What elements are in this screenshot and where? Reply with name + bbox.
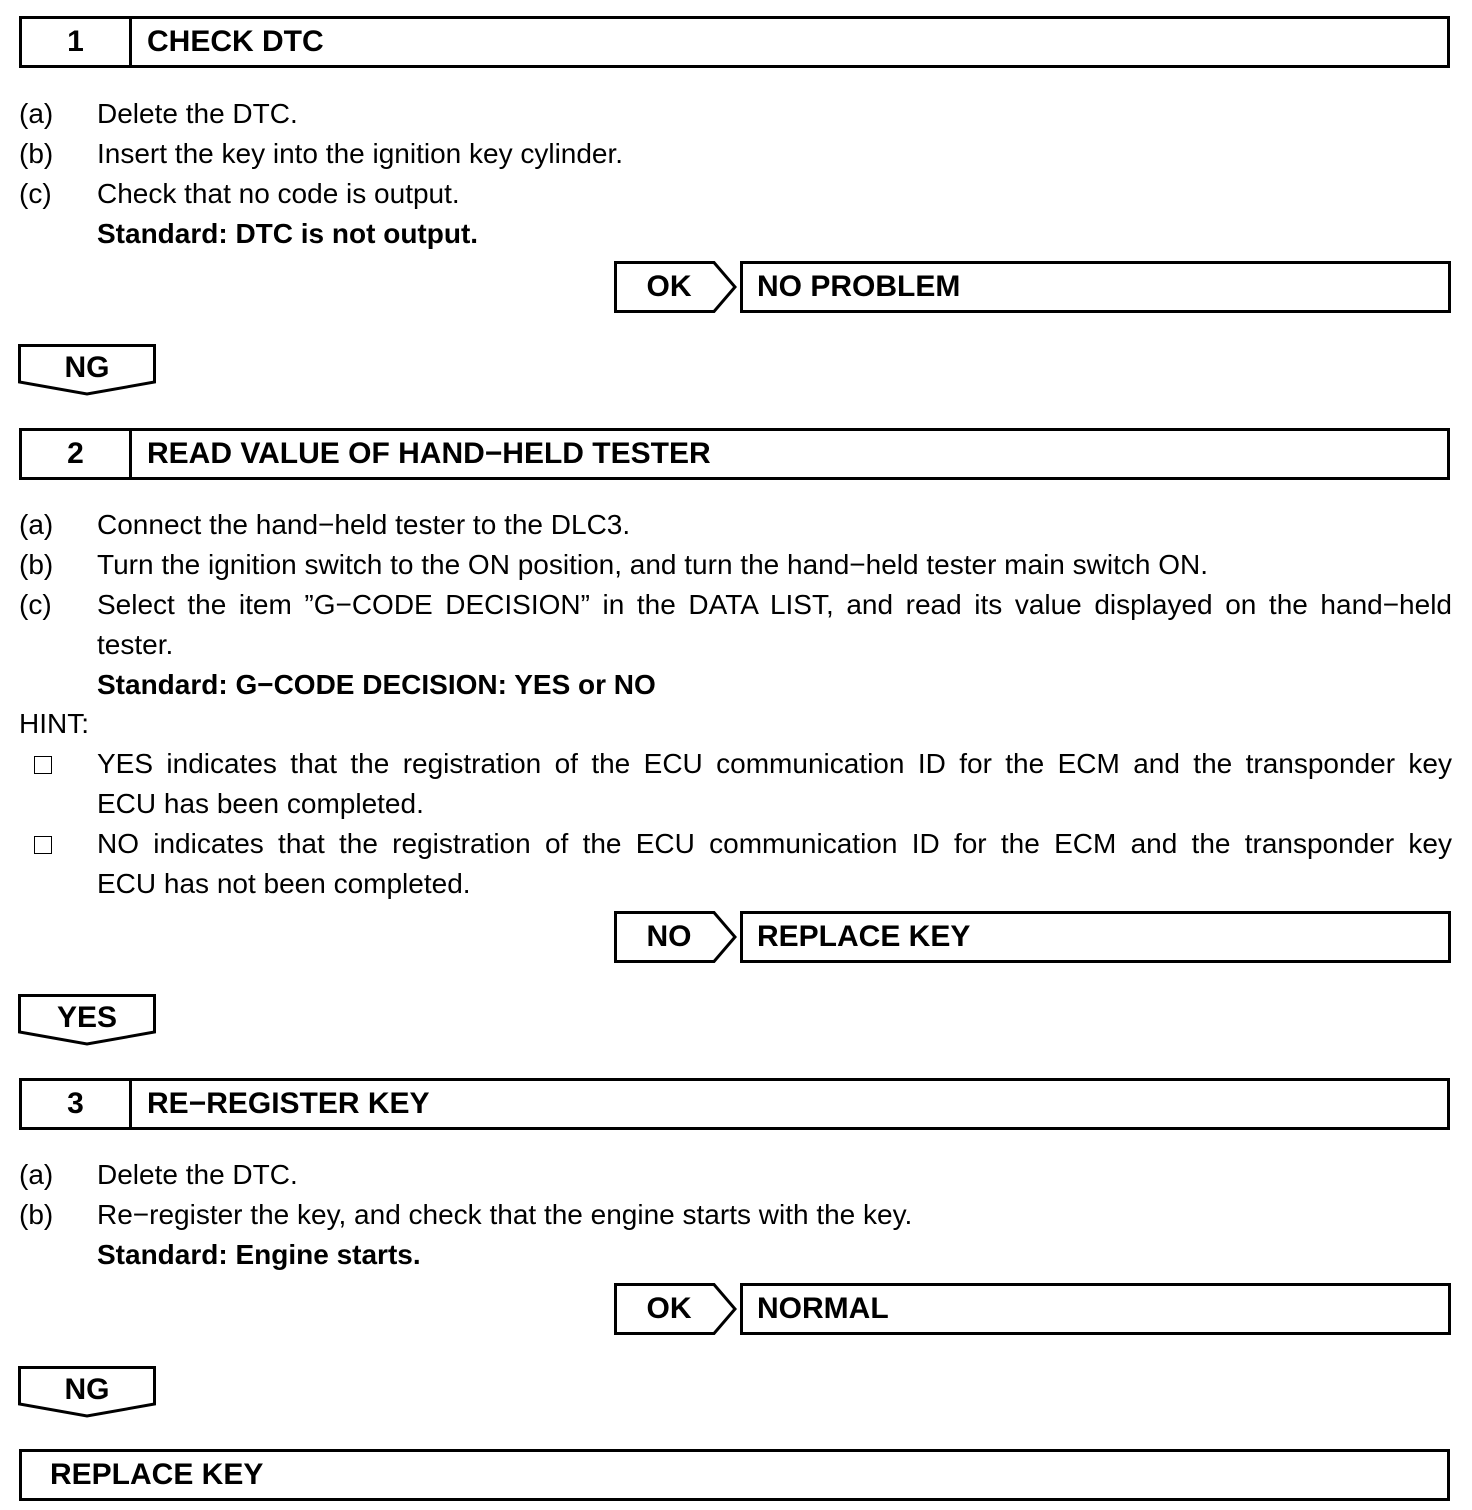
step-3-ng-tag — [18, 1366, 156, 1418]
step-2-item-b-text: Turn the ignition switch to the ON position, and turn the hand−held tester main switch ON. — [97, 549, 1208, 580]
step-2-standard: Standard: G−CODE DECISION: YES or NO — [97, 669, 656, 700]
step-2-item-c-label: (c) — [19, 589, 52, 620]
step-2-item-c-text: Select the item ”G−CODE DECISION” in the DATA LIST, and read its value displayed on the hand−held — [97, 589, 1452, 620]
step-1-header — [19, 16, 1450, 68]
step-2-no-label: NO — [646, 920, 692, 953]
hint-yes-line-2: ECU has been completed. — [97, 788, 424, 819]
step-3-title: RE−REGISTER KEY — [147, 1087, 430, 1120]
step-1-item-c-label: (c) — [19, 178, 52, 209]
step-2-item-c-text-cont: tester. — [97, 629, 174, 660]
step-1-result-box: NO PROBLEM — [740, 261, 1451, 313]
step-2-no-arrow — [614, 911, 738, 963]
step-2-item-b-label: (b) — [19, 549, 54, 580]
step-3-ok-arrow — [614, 1283, 738, 1335]
step-1-ok-arrow — [614, 261, 738, 313]
step-1-number: 1 — [22, 19, 132, 65]
step-3-item-a-label: (a) — [19, 1159, 54, 1190]
step-3-item-b-text: Re−register the key, and check that the engine starts with the key. — [97, 1199, 913, 1230]
step-3-header — [19, 1078, 1450, 1130]
step-1-item-c-text: Check that no code is output. — [97, 178, 460, 209]
final-result-box: REPLACE KEY — [19, 1449, 1450, 1501]
step-1-title: CHECK DTC — [147, 25, 324, 58]
step-3-item-b-label: (b) — [19, 1199, 54, 1230]
hint-label: HINT: — [19, 708, 89, 739]
step-2-number: 2 — [22, 431, 132, 477]
step-2-item-a-text: Connect the hand−held tester to the DLC3. — [97, 509, 631, 540]
step-2-title: READ VALUE OF HAND−HELD TESTER — [147, 437, 711, 470]
step-2-header — [19, 428, 1450, 480]
step-1-item-a-label: (a) — [19, 98, 54, 129]
step-1-ok-label: OK — [646, 270, 692, 303]
step-2-yes-tag — [18, 994, 156, 1046]
step-1-item-b-text: Insert the key into the ignition key cylinder. — [97, 138, 624, 169]
step-2-result-box: REPLACE KEY — [740, 911, 1451, 963]
step-2-item-a-label: (a) — [19, 509, 54, 540]
step-1-ng-tag — [18, 344, 156, 396]
step-3-item-a-text: Delete the DTC. — [97, 1159, 298, 1190]
step-2-yes-label: YES — [56, 1001, 118, 1034]
bullet-box-icon — [34, 836, 52, 854]
step-1-ng-label: NG — [64, 351, 110, 384]
step-1-standard: Standard: DTC is not output. — [97, 218, 479, 249]
step-1-item-a-text: Delete the DTC. — [97, 98, 298, 129]
hint-yes-line-1: YES indicates that the registration of the ECU communication ID for the ECM and the transponder key — [97, 748, 1452, 779]
bullet-box-icon — [34, 756, 52, 774]
step-3-ng-label: NG — [64, 1373, 110, 1406]
step-3-number: 3 — [22, 1081, 132, 1127]
step-3-ok-label: OK — [646, 1292, 692, 1325]
step-1-item-b-label: (b) — [19, 138, 54, 169]
hint-no-line-2: ECU has not been completed. — [97, 868, 471, 899]
step-3-standard: Standard: Engine starts. — [97, 1239, 421, 1270]
step-3-result-box: NORMAL — [740, 1283, 1451, 1335]
hint-no-line-1: NO indicates that the registration of the ECU communication ID for the ECM and the transponder key — [97, 828, 1452, 859]
